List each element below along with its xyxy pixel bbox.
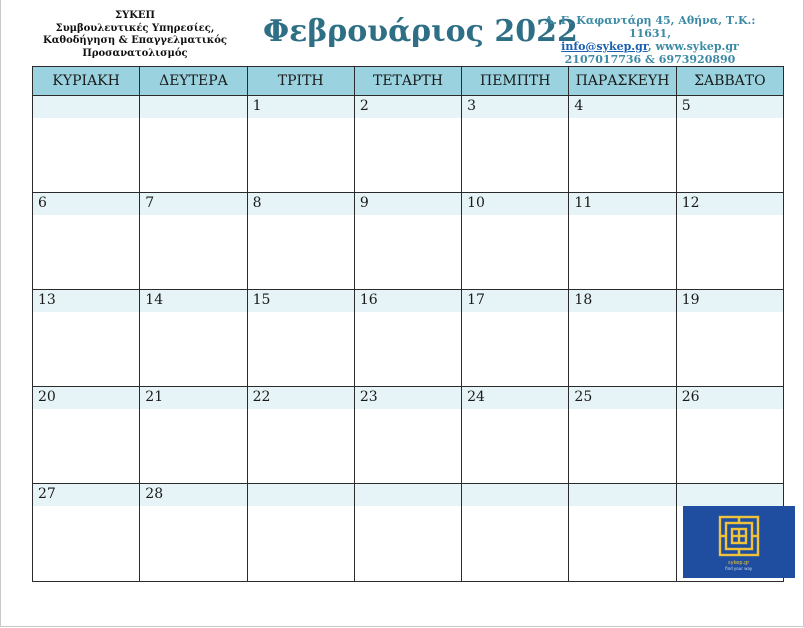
day-number: 26 [677, 387, 783, 409]
knot-icon [717, 514, 761, 558]
day-cell[interactable] [354, 290, 461, 387]
day-number: 14 [140, 290, 246, 312]
day-number: 4 [569, 96, 675, 118]
day-cell[interactable] [676, 193, 783, 290]
day-number: 12 [677, 193, 783, 215]
day-number: 21 [140, 387, 246, 409]
day-cell[interactable] [354, 387, 461, 484]
day-number: 2 [355, 96, 461, 118]
day-number: 6 [33, 193, 139, 215]
day-cell[interactable] [33, 96, 140, 193]
phones: 2107017736 & 6973920890 [564, 53, 736, 66]
org-line: Προσανατολισμός [82, 47, 188, 59]
address: Λ. Γ. Καφαντάρη 45, Αθήνα, Τ.Κ.: 11631, [544, 14, 756, 40]
weekday-header: ΠΕΜΠΤΗ [462, 67, 569, 96]
day-cell[interactable] [462, 96, 569, 193]
day-number: 18 [569, 290, 675, 312]
day-cell[interactable] [462, 290, 569, 387]
organization-name [41, 10, 229, 60]
day-number: 27 [33, 484, 139, 506]
day-cell[interactable] [33, 387, 140, 484]
weekday-header-row [33, 67, 784, 96]
logo-tagline: find your way [725, 565, 753, 571]
day-number: 16 [355, 290, 461, 312]
day-number: 23 [355, 387, 461, 409]
day-number: 9 [355, 193, 461, 215]
weekday-header: ΣΑΒΒΑΤΟ [676, 67, 783, 96]
day-number: 22 [248, 387, 354, 409]
day-number [462, 484, 568, 506]
day-number: 11 [569, 193, 675, 215]
day-number: 10 [462, 193, 568, 215]
sykep-logo [683, 506, 795, 578]
day-cell[interactable] [354, 96, 461, 193]
weekday-header: ΚΥΡΙΑΚΗ [33, 67, 140, 96]
day-cell[interactable] [33, 290, 140, 387]
day-cell[interactable] [676, 290, 783, 387]
weekday-header: ΠΑΡΑΣΚΕΥΗ [569, 67, 676, 96]
day-cell[interactable] [462, 193, 569, 290]
day-cell[interactable] [33, 484, 140, 582]
day-number: 24 [462, 387, 568, 409]
org-line: Καθοδήγηση & Επαγγελματικός [43, 35, 227, 46]
day-number: 5 [677, 96, 783, 118]
day-number: 1 [248, 96, 354, 118]
day-cell[interactable] [140, 96, 247, 193]
org-line: Συμβουλευτικές Υπηρεσίες, [55, 22, 215, 34]
week-row [33, 484, 784, 582]
day-number: 25 [569, 387, 675, 409]
day-cell[interactable] [140, 193, 247, 290]
day-number: 7 [140, 193, 246, 215]
week-row [33, 193, 784, 290]
day-cell[interactable] [676, 484, 783, 582]
weekday-header: ΤΡΙΤΗ [247, 67, 354, 96]
day-cell[interactable] [354, 484, 461, 582]
day-number: 3 [462, 96, 568, 118]
day-cell[interactable] [569, 96, 676, 193]
day-cell[interactable] [140, 484, 247, 582]
day-number: 20 [33, 387, 139, 409]
day-number [355, 484, 461, 506]
day-cell[interactable] [247, 290, 354, 387]
day-cell[interactable] [247, 96, 354, 193]
week-row [33, 290, 784, 387]
day-cell[interactable] [33, 193, 140, 290]
day-cell[interactable] [676, 387, 783, 484]
day-cell[interactable] [354, 193, 461, 290]
day-cell[interactable] [247, 484, 354, 582]
day-number [140, 96, 246, 118]
day-cell[interactable] [569, 484, 676, 582]
day-number: 19 [677, 290, 783, 312]
day-cell[interactable] [247, 387, 354, 484]
month-calendar [32, 66, 784, 582]
org-line: ΣΥΚΕΠ [115, 10, 155, 21]
day-number: 15 [248, 290, 354, 312]
contact-info [525, 14, 775, 66]
weekday-header: ΔΕΥΤΕΡΑ [140, 67, 247, 96]
day-number [677, 484, 783, 506]
email-link[interactable]: info@sykep.gr [561, 40, 648, 53]
day-number [569, 484, 675, 506]
day-number: 8 [248, 193, 354, 215]
day-cell[interactable] [462, 387, 569, 484]
day-cell[interactable] [247, 193, 354, 290]
day-number: 28 [140, 484, 246, 506]
week-row [33, 96, 784, 193]
website: , www.sykep.gr [647, 40, 739, 53]
day-cell[interactable] [676, 96, 783, 193]
page-title: Φεβρουάριος 2022 [263, 14, 578, 49]
day-cell[interactable] [569, 193, 676, 290]
web-line [525, 40, 775, 53]
day-cell[interactable] [140, 290, 247, 387]
day-cell[interactable] [462, 484, 569, 582]
weekday-header: ΤΕΤΑΡΤΗ [354, 67, 461, 96]
day-number [33, 96, 139, 118]
day-number: 13 [33, 290, 139, 312]
week-row [33, 387, 784, 484]
day-cell[interactable] [569, 290, 676, 387]
day-number: 17 [462, 290, 568, 312]
day-number [248, 484, 354, 506]
day-cell[interactable] [569, 387, 676, 484]
day-cell[interactable] [140, 387, 247, 484]
logo-text: sykep.gr [728, 559, 750, 566]
